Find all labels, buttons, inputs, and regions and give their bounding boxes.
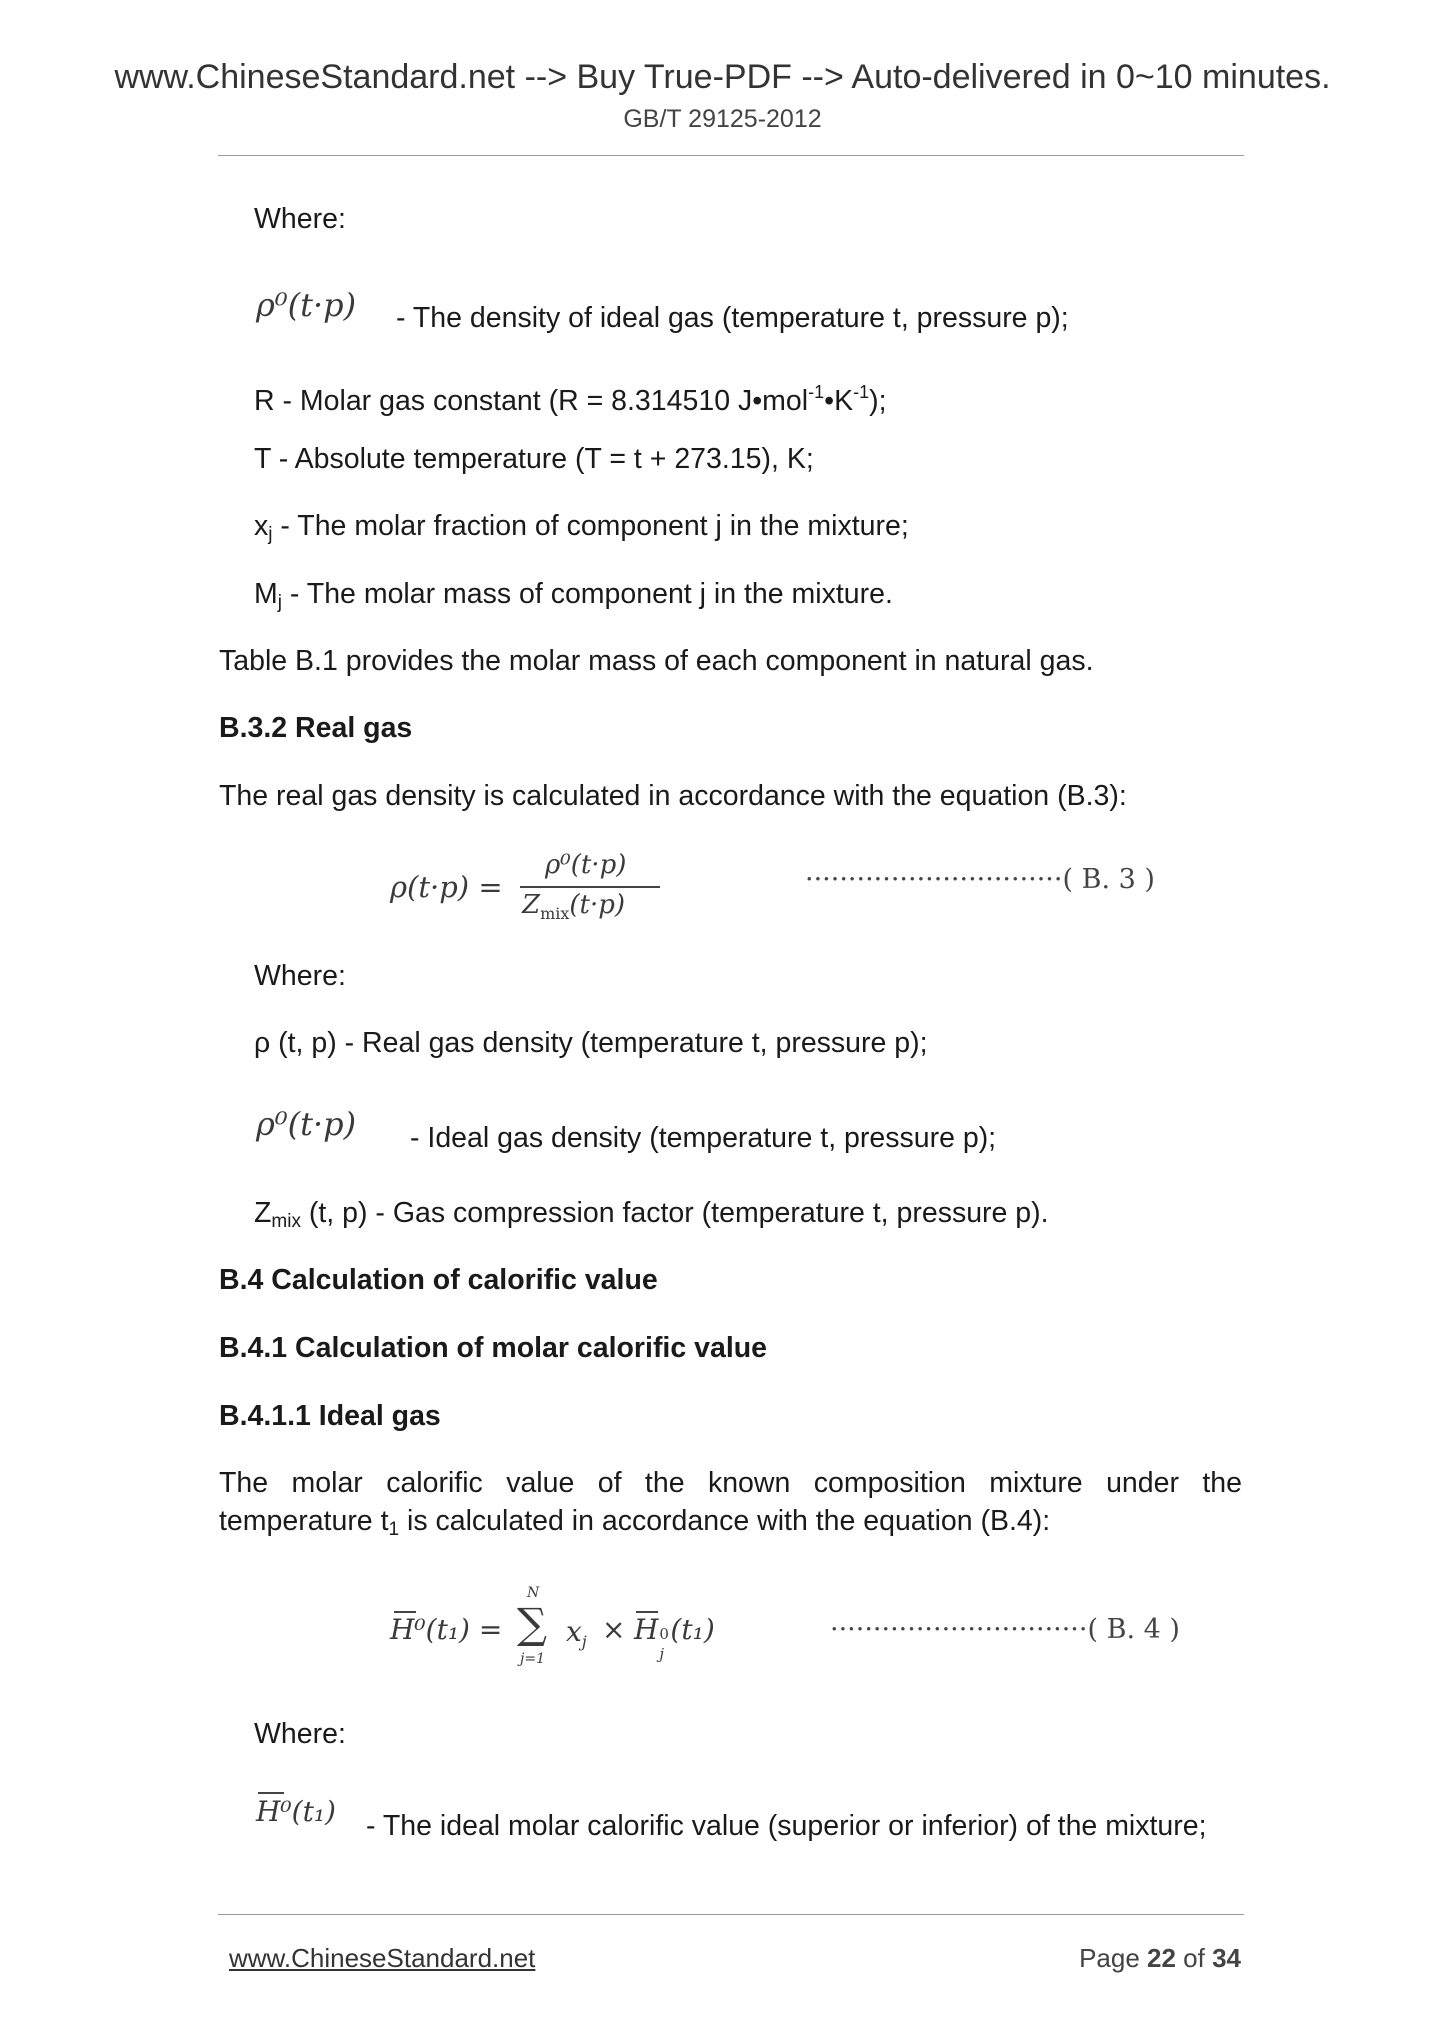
- r-exp-2: -1: [853, 382, 870, 402]
- xj-text: - The molar fraction of component j in the mixture;: [272, 510, 909, 542]
- h0-symbol: H⁰(t₁): [256, 1795, 336, 1828]
- heading-b4: B.4 Calculation of calorific value: [219, 1264, 658, 1296]
- mj-symbol: M: [254, 578, 278, 610]
- mj-text: - The molar mass of component j in the mixture.: [281, 578, 893, 610]
- eq-b3-fraction-bar: [520, 886, 660, 888]
- page-current: 22: [1147, 1943, 1176, 1973]
- xj-symbol: x: [254, 510, 269, 542]
- zmix-text: (t, p) - Gas compression factor (temperature t, pressure p).: [300, 1197, 1049, 1229]
- eq-b3-dots: ······························: [805, 864, 1063, 895]
- eq-b4-h-sup: 0: [659, 1625, 669, 1643]
- rho-definition: ρ (t, p) - Real gas density (temperature t, pressure p);: [254, 1027, 928, 1059]
- page-mid: of: [1175, 1943, 1213, 1973]
- zmix-definition: [254, 1195, 1049, 1240]
- eq-b3-z: Z: [522, 890, 541, 920]
- rho0-definition: - The density of ideal gas (temperature t, pressure p);: [396, 302, 1069, 334]
- mj-subscript: j: [277, 592, 282, 613]
- table-reference: Table B.1 provides the molar mass of each component in natural gas.: [219, 645, 1094, 677]
- eq-b4-h-arg: (t₁): [670, 1613, 715, 1646]
- where-label: Where:: [254, 203, 346, 235]
- sum-icon: ∑: [517, 1599, 547, 1648]
- eq-b3-numerator: ρ⁰(t·p): [545, 850, 627, 880]
- page-indicator: [960, 1943, 1241, 1974]
- header-banner: www.ChineseStandard.net --> Buy True-PDF --> Auto-delivered in 0~10 minutes.: [114, 58, 1331, 96]
- mj-definition: [254, 576, 893, 621]
- equation-b3: [390, 850, 660, 922]
- page-total: 34: [1212, 1943, 1241, 1973]
- real-gas-intro: The real gas density is calculated in accordance with the equation (B.3):: [219, 780, 1127, 812]
- eq-b4-lhs: H⁰(t₁) =: [390, 1613, 503, 1646]
- standard-id: GB/T 29125-2012: [623, 105, 822, 133]
- eq-b4-term: [566, 1615, 587, 1651]
- where-label-2: Where:: [254, 960, 346, 992]
- h0-overbar: [258, 1792, 284, 1794]
- eq-b3-number: ( B. 3 ): [1062, 864, 1155, 895]
- eq-b3-den-args: (t·p): [569, 890, 626, 920]
- eq-b4-rhs: [634, 1613, 715, 1663]
- eq-b4-dots: ······························: [830, 1614, 1088, 1645]
- page-prefix: Page: [1079, 1943, 1148, 1973]
- h0-definition: - The ideal molar calorific value (superior or inferior) of the mixture;: [366, 1810, 1207, 1842]
- r-definition: [254, 374, 887, 419]
- eq-b4-times: ×: [602, 1613, 626, 1646]
- eq-b4-h-sub: j: [659, 1645, 665, 1663]
- heading-b4-1: B.4.1 Calculation of molar calorific value: [219, 1332, 767, 1364]
- eq-b3-leader: [805, 864, 1155, 895]
- t-definition: T - Absolute temperature (T = t + 273.15), K;: [254, 443, 814, 475]
- zmix-subscript: mix: [271, 1211, 301, 1232]
- para-line-1: The molar calorific value of the known composition mixture under the: [219, 1467, 1242, 1499]
- r-definition-k: •K: [824, 385, 854, 417]
- para-line-2-sub: 1: [388, 1519, 400, 1540]
- footer-divider: [218, 1914, 1244, 1915]
- eq-b4-h: H: [634, 1613, 659, 1646]
- eq-b4-sum-top: N: [527, 1585, 540, 1601]
- eq-b4-x-sub: j: [581, 1632, 587, 1651]
- zmix-symbol: Z: [254, 1197, 272, 1229]
- xj-definition: [254, 508, 909, 553]
- r-definition-text: R - Molar gas constant (R = 8.314510 J•mol: [254, 385, 809, 417]
- eq-b3-lhs: ρ(t·p) =: [390, 870, 503, 904]
- eq-b4-sum-bottom: j=1: [520, 1651, 545, 1667]
- eq-b4-x: x: [566, 1615, 582, 1648]
- eq-b3-denominator: [522, 890, 625, 923]
- header-divider: [218, 155, 1244, 156]
- heading-b3-2: B.3.2 Real gas: [219, 712, 413, 744]
- footer-link[interactable]: www.ChineseStandard.net: [229, 1943, 536, 1973]
- equation-b4: [390, 1585, 740, 1665]
- where-label-3: Where:: [254, 1718, 346, 1750]
- rho0-symbol: ρ⁰(t·p): [256, 286, 357, 324]
- r-definition-end: );: [869, 385, 887, 417]
- para-line-2: [219, 1503, 1050, 1548]
- eq-b4-leader: [830, 1614, 1180, 1645]
- para-line-2-pre: temperature t: [219, 1505, 389, 1537]
- r-exp-1: -1: [808, 382, 825, 402]
- eq-b4-number: ( B. 4 ): [1087, 1614, 1180, 1645]
- xj-subscript: j: [268, 524, 273, 545]
- rho0-symbol-2: ρ⁰(t·p): [256, 1105, 357, 1143]
- heading-b4-1-1: B.4.1.1 Ideal gas: [219, 1400, 441, 1432]
- rho0-definition-2: - Ideal gas density (temperature t, pressure p);: [410, 1122, 997, 1154]
- para-line-2-post: is calculated in accordance with the equation (B.4):: [399, 1505, 1051, 1537]
- eq-b3-z-sub: mix: [540, 904, 570, 923]
